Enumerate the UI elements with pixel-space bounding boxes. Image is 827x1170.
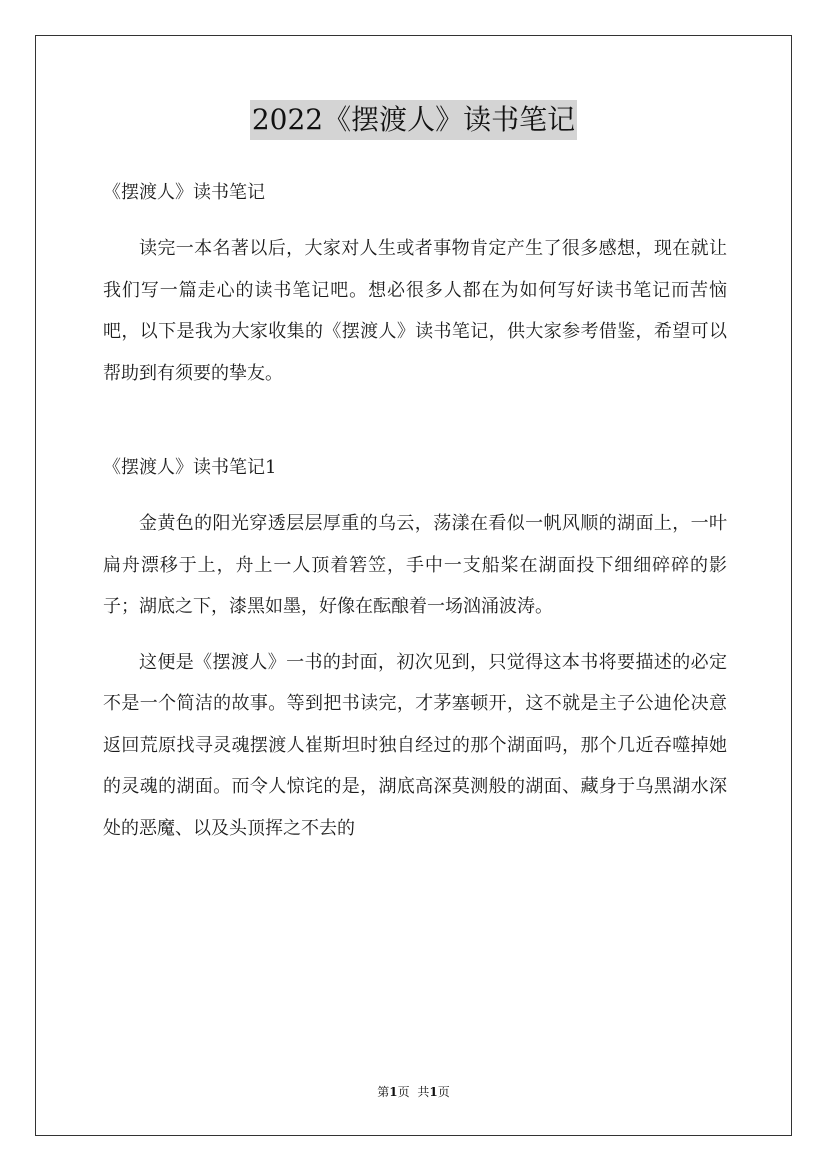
title-wrapper	[0, 100, 827, 140]
intro-paragraph: 读完一本名著以后，大家对人生或者事物肯定产生了很多感想，现在就让我们写一篇走心的读书笔记吧。想必很多人都在为如何写好读书笔记而苦恼吧，以下是我为大家收集的《摆渡人》读书笔记，供大家参考借鉴，希望可以帮助到有须要的挚友。	[103, 238, 727, 384]
document-body	[103, 172, 727, 849]
total-suffix: 页	[437, 1085, 450, 1099]
intro-heading: 《摆渡人》读书笔记	[103, 182, 265, 203]
section1-paragraph-2: 这便是《摆渡人》一书的封面，初次见到，只觉得这本书将要描述的必定不是一个简洁的故事。等到把书读完，才茅塞顿开，这不就是主子公迪伦决意返回荒原找寻灵魂摆渡人崔斯坦时独自经过的那个湖面吗，那个几近吞噬掉她的灵魂的湖面。而令人惊诧的是，湖底高深莫测般的湖面、藏身于乌黑湖水深处的恶魔、以及头顶挥之不去的	[103, 651, 727, 839]
document-title: 2022《摆渡人》读书笔记	[250, 100, 577, 140]
section1-paragraph-1: 金黄色的阳光穿透层层厚重的乌云，荡漾在看似一帆风顺的湖面上，一叶扁舟漂移于上，舟上一人顶着箬笠，手中一支船桨在湖面投下细细碎碎的影子；湖底之下，漆黑如墨，好像在酝酿着一场汹涌波涛。	[103, 513, 727, 617]
total-pages: 1	[429, 1085, 438, 1099]
total-prefix: 共	[417, 1085, 430, 1099]
section1-heading: 《摆渡人》读书笔记1	[103, 457, 277, 478]
page-number: 1	[389, 1085, 398, 1099]
page-prefix: 第	[377, 1085, 390, 1099]
page-suffix: 页	[397, 1085, 410, 1099]
page-footer	[0, 1083, 827, 1101]
